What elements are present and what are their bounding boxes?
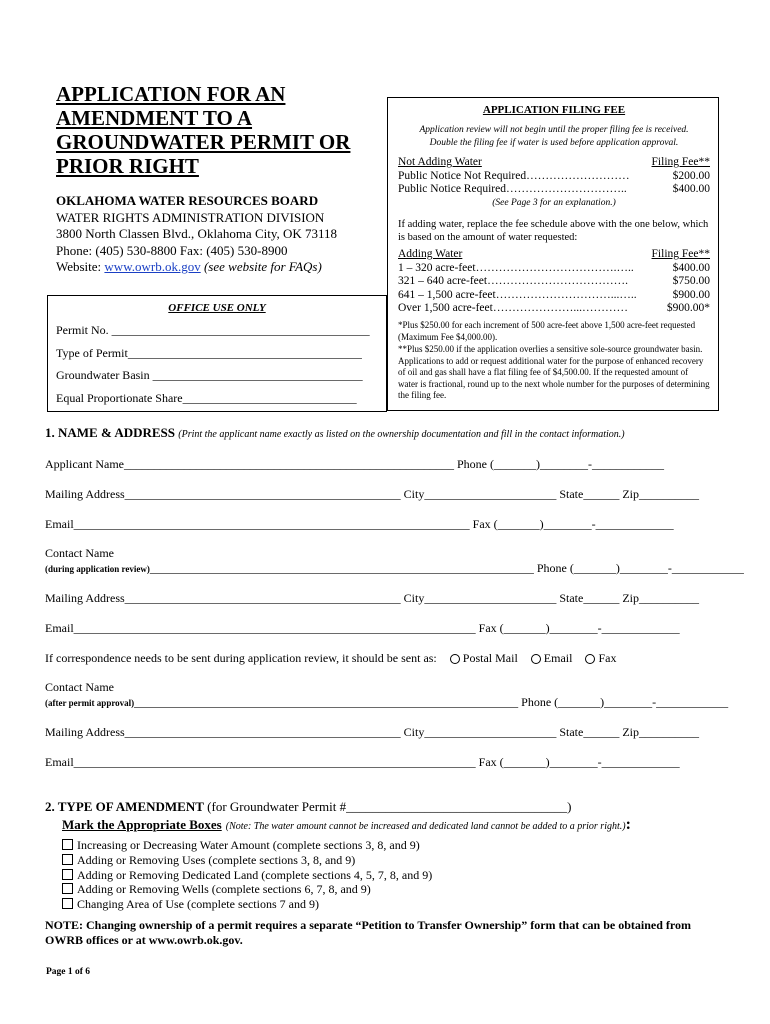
- tier-range: 321 – 640 acre-feet……………………………….: [398, 275, 628, 287]
- tier-fee: $900.00: [672, 288, 710, 301]
- filing-fee-label-2: Filing Fee**: [651, 248, 710, 260]
- amendment-option[interactable]: Increasing or Decreasing Water Amount (complete sections 3, 8, and 9): [62, 838, 432, 853]
- agency-division: WATER RIGHTS ADMINISTRATION DIVISION: [56, 209, 325, 225]
- agency-phone: Phone: (405) 530-8800 Fax: (405) 530-8900: [56, 242, 288, 258]
- tier-range: 1 – 320 acre-feet……………………………….…..: [398, 261, 634, 274]
- type-of-permit-field[interactable]: Type of Permit_______________________________________: [56, 346, 362, 360]
- amendment-option[interactable]: Adding or Removing Dedicated Land (complete sections 4, 5, 7, 8, and 9): [62, 868, 432, 883]
- notice-required: Public Notice Required…………………………..: [398, 183, 627, 195]
- groundwater-basin-field[interactable]: Groundwater Basin ___________________________________: [56, 368, 363, 382]
- applicant-name-field[interactable]: Applicant Name_______________________________________________________ Phone (_______)________-____________: [45, 457, 664, 471]
- mark-boxes-line: Mark the Appropriate Boxes (Note: The water amount cannot be increased and dedicated land cannot be added to a prior right.):: [62, 816, 631, 833]
- contact-name-label: Contact Name: [45, 546, 114, 560]
- contact-approval-field[interactable]: (after permit approval)________________________________________________________________ Phone (_______)________-____________: [45, 695, 729, 709]
- page-number: Page 1 of 6: [46, 967, 91, 977]
- email-radio[interactable]: [531, 654, 541, 664]
- adding-label: Adding Water: [398, 248, 463, 260]
- amendment-option[interactable]: Adding or Removing Wells (complete sections 6, 7, 8, and 9): [62, 882, 432, 897]
- mailing-address-field[interactable]: Mailing Address______________________________________________ City______________________ State______ Zip__________: [45, 725, 699, 739]
- agency-website-line: Website: www.owrb.ok.gov (see website for FAQs): [56, 259, 322, 274]
- permit-no-field[interactable]: Permit No. ___________________________________________: [56, 323, 370, 337]
- contact-name-label: Contact Name: [45, 680, 114, 694]
- form-title: APPLICATION FOR AN AMENDMENT TO A GROUNDWATER PERMIT OR PRIOR RIGHT: [56, 82, 351, 178]
- fee-intro-1: Application review will not begin until the proper filing fee is received.: [419, 125, 689, 135]
- amendment-option[interactable]: Adding or Removing Uses (complete sections 3, 8, and 9): [62, 853, 432, 868]
- notice-required-fee: $400.00: [672, 183, 710, 195]
- postal-mail-radio[interactable]: [450, 654, 460, 664]
- checkbox[interactable]: [62, 883, 73, 894]
- agency-name: OKLAHOMA WATER RESOURCES BOARD: [56, 193, 319, 208]
- see-page-note: (See Page 3 for an explanation.): [492, 197, 616, 208]
- email-field[interactable]: Email___________________________________________________________________ Fax (_______)________-_____________: [45, 755, 680, 769]
- tier-fee: $750.00: [672, 275, 710, 287]
- plus-note-2: **Plus $250.00 if the application overlies a sensitive sole-source groundwater basin. Applications to add or request additional water for the purpose of enhanced recovery of oil and gas shall have a flat filing fee of $4,500.00. If the requested amount of water is fractional, round up to the next whole number for the purposes of determining the filing fee.: [398, 344, 710, 400]
- checkbox[interactable]: [62, 839, 73, 850]
- tier-range: Over 1,500 acre-feet…………………...…………: [398, 302, 628, 314]
- amendment-options: [62, 838, 432, 912]
- email-field[interactable]: Email___________________________________________________________________ Fax (_______)________-_____________: [45, 621, 680, 635]
- office-use-box: [47, 295, 387, 412]
- fee-heading: APPLICATION FILING FEE: [482, 104, 626, 116]
- notice-not-required: Public Notice Not Required………………………: [398, 169, 630, 182]
- plus-note-1: *Plus $250.00 for each increment of 500 acre-feet above 1,500 acre-feet requested (Maximum Fee $4,000.00).: [398, 320, 696, 342]
- eps-field[interactable]: Equal Proportionate Share_____________________________: [56, 391, 357, 405]
- agency-info: [56, 193, 337, 276]
- tier-fee: $400.00: [672, 261, 710, 274]
- not-adding-label: Not Adding Water: [398, 156, 482, 168]
- fee-intro-2: Double the filing fee if water is used before application approval.: [429, 138, 679, 148]
- notice-not-required-fee: $200.00: [672, 169, 710, 182]
- ownership-note: NOTE: Changing ownership of a permit requires a separate “Petition to Transfer Ownership” form that can be obtained from OWRB offices or at www.owrb.ok.gov.: [45, 918, 691, 947]
- mailing-address-field[interactable]: Mailing Address______________________________________________ City______________________ State______ Zip__________: [45, 487, 699, 501]
- amendment-option[interactable]: Changing Area of Use (complete sections 7 and 9): [62, 897, 432, 912]
- section-2-heading: 2. TYPE OF AMENDMENT (for Groundwater Permit #__________________________________): [45, 799, 572, 814]
- filing-fee-box: [387, 97, 719, 411]
- agency-address: 3800 North Classen Blvd., Oklahoma City, OK 73118: [56, 226, 338, 241]
- checkbox[interactable]: [62, 898, 73, 909]
- checkbox[interactable]: [62, 869, 73, 880]
- replace-note: If adding water, replace the fee schedule above with the one below, which is based on the amount of water requested:: [398, 219, 709, 243]
- website-link[interactable]: www.owrb.ok.gov: [104, 259, 201, 274]
- section-1-heading: 1. NAME & ADDRESS (Print the applicant name exactly as listed on the ownership documentation and fill in the contact information.): [45, 425, 625, 440]
- filing-fee-label: Filing Fee**: [651, 156, 710, 168]
- checkbox[interactable]: [62, 854, 73, 865]
- email-field[interactable]: Email__________________________________________________________________ Fax (_______)________-_____________: [45, 517, 674, 531]
- office-use-heading: OFFICE USE ONLY: [168, 302, 266, 314]
- correspondence-line: If correspondence needs to be sent during application review, it should be sent as: Postal Mail Email Fax: [45, 651, 617, 665]
- tier-fee: $900.00*: [666, 302, 710, 314]
- contact-review-field[interactable]: (during application review)________________________________________________________________ Phone (_______)________-____________: [45, 561, 744, 575]
- tier-range: 641 – 1,500 acre-feet…………………………...…..: [398, 288, 637, 301]
- permit-number-field[interactable]: (for Groundwater Permit #__________________________________): [207, 799, 572, 814]
- fax-radio[interactable]: [585, 654, 595, 664]
- mailing-address-field[interactable]: Mailing Address______________________________________________ City______________________ State______ Zip__________: [45, 591, 699, 605]
